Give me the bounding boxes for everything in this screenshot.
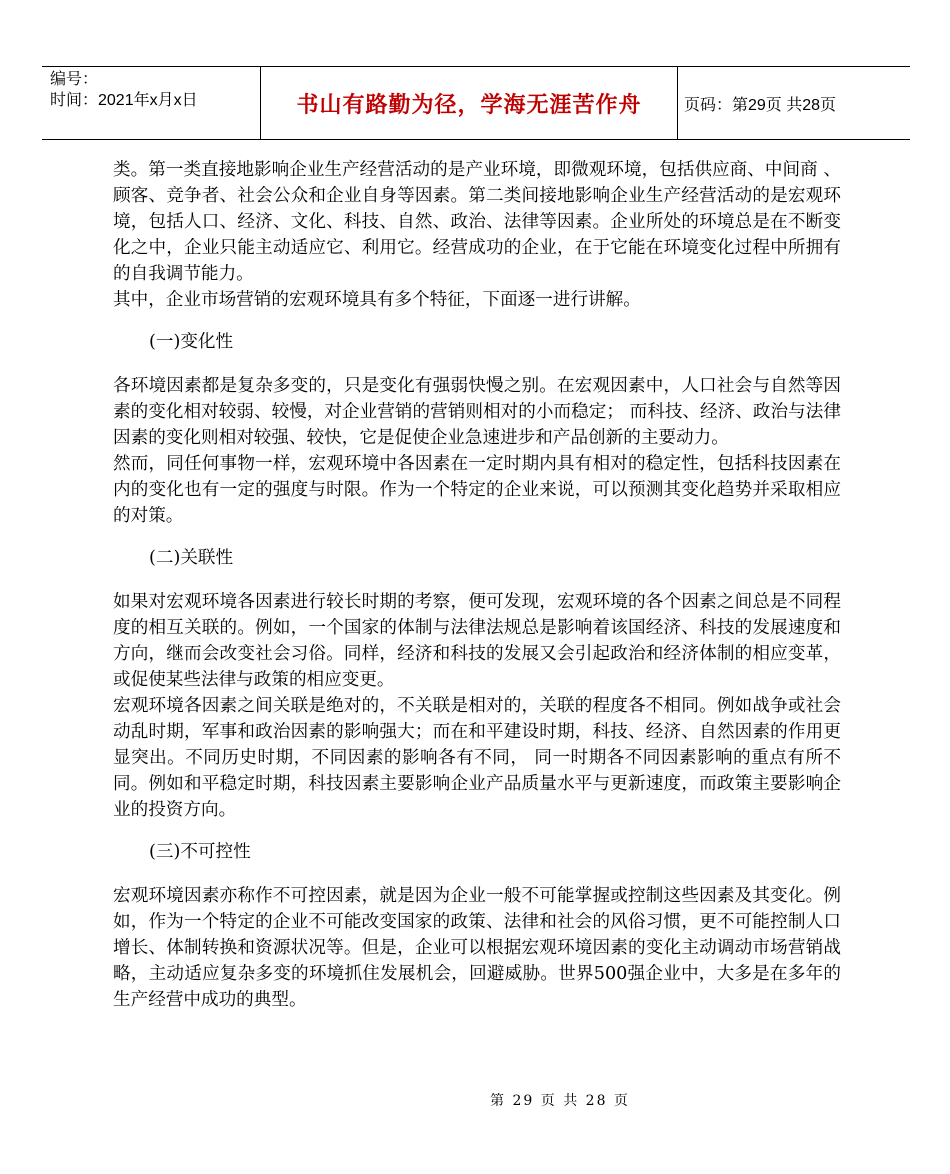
time-label: 时间：2021年x月x日 — [50, 92, 198, 109]
header-meta — [42, 67, 261, 139]
paragraph: 宏观环境因素亦称作不可控因素，就是因为企业一般不可能掌握或控制这些因素及其变化。例如，作为一个特定的企业不可能改变国家的政策、法律和社会的风俗习惯，更不可能控制人口增长、体制转换和资源状况等。但是，企业可以根据宏观环境因素的变化主动调动市场营销战略，主动适应复杂多变的环境抓住发展机会，回避威胁。世界500强企业中，大多是在多年的生产经营中成功的典型。 — [113, 886, 841, 1010]
section-title-relevance: (二)关联性 — [149, 548, 234, 568]
paragraph: 其中，企业市场营销的宏观环境具有多个特征，下面逐一进行讲解。 — [113, 290, 641, 310]
section-title-variability: (一)变化性 — [149, 332, 234, 352]
paragraph: 如果对宏观环境各因素进行较长时期的考察，便可发现，宏观环境的各个因素之间总是不同程度的相互关联的。例如，一个国家的体制与法律法规总是影响着该国经济、科技的发展速度和方向，继而会改变社会习俗。同样，经济和科技的发展又会引起政治和经济体制的相应变革，或促使某些法律与政策的相应变更。 — [113, 592, 841, 690]
number-label: 编号： — [50, 71, 99, 88]
paragraph: 宏观环境各因素之间关联是绝对的，不关联是相对的，关联的程度各不相同。例如战争或社会动乱时期，军事和政治因素的影响强大；而在和平建设时期，科技、经济、自然因素的作用更显突出。不同历史时期，不同因素的影响各有不同， 同一时期各不同因素影响的重点有所不同。例如和平稳定时期，科技因素主要影响企业产品质量水平与更新速度，而政策主要影响企业的投资方向。 — [113, 696, 841, 820]
paragraph: 类。第一类直接地影响企业生产经营活动的是产业环境，即微观环境，包括供应商、中间商 、顾客、竞争者、社会公众和企业自身等因素。第二类间接地影响企业生产经营活动的是宏观环境，包括人口、经济、文化、科技、自然、政治、法律等因素。企业所处的环境总是在不断变化之中，企业只能主动适应它、利用它。经营成功的企业，在于它能在环境变化过程中所拥有的自我调节能力。 — [113, 160, 841, 284]
page-footer — [0, 1090, 950, 1110]
header-page-code: 页码：第29页 共28页 — [684, 96, 837, 114]
footer-page-number: 第 29 页 共 28 页 — [490, 1093, 630, 1109]
section-title-uncontrollability: (三)不可控性 — [149, 842, 251, 862]
document-body — [113, 157, 841, 1013]
paragraph: 各环境因素都是复杂多变的，只是变化有强弱快慢之别。在宏观因素中，人口社会与自然等因素的变化相对较弱、较慢，对企业营销的营销则相对的小而稳定； 而科技、经济、政治与法律因素的变化则相对较强、较快，它是促使企业急速进步和产品创新的主要动力。 — [113, 376, 841, 448]
header-table — [42, 66, 910, 140]
paragraph: 然而，同任何事物一样，宏观环境中各因素在一定时期内具有相对的稳定性，包括科技因素在内的变化也有一定的强度与时限。作为一个特定的企业来说，可以预测其变化趋势并采取相应的对策。 — [113, 454, 841, 526]
header-motto: 书山有路勤为径，学海无涯苦作舟 — [261, 67, 678, 139]
